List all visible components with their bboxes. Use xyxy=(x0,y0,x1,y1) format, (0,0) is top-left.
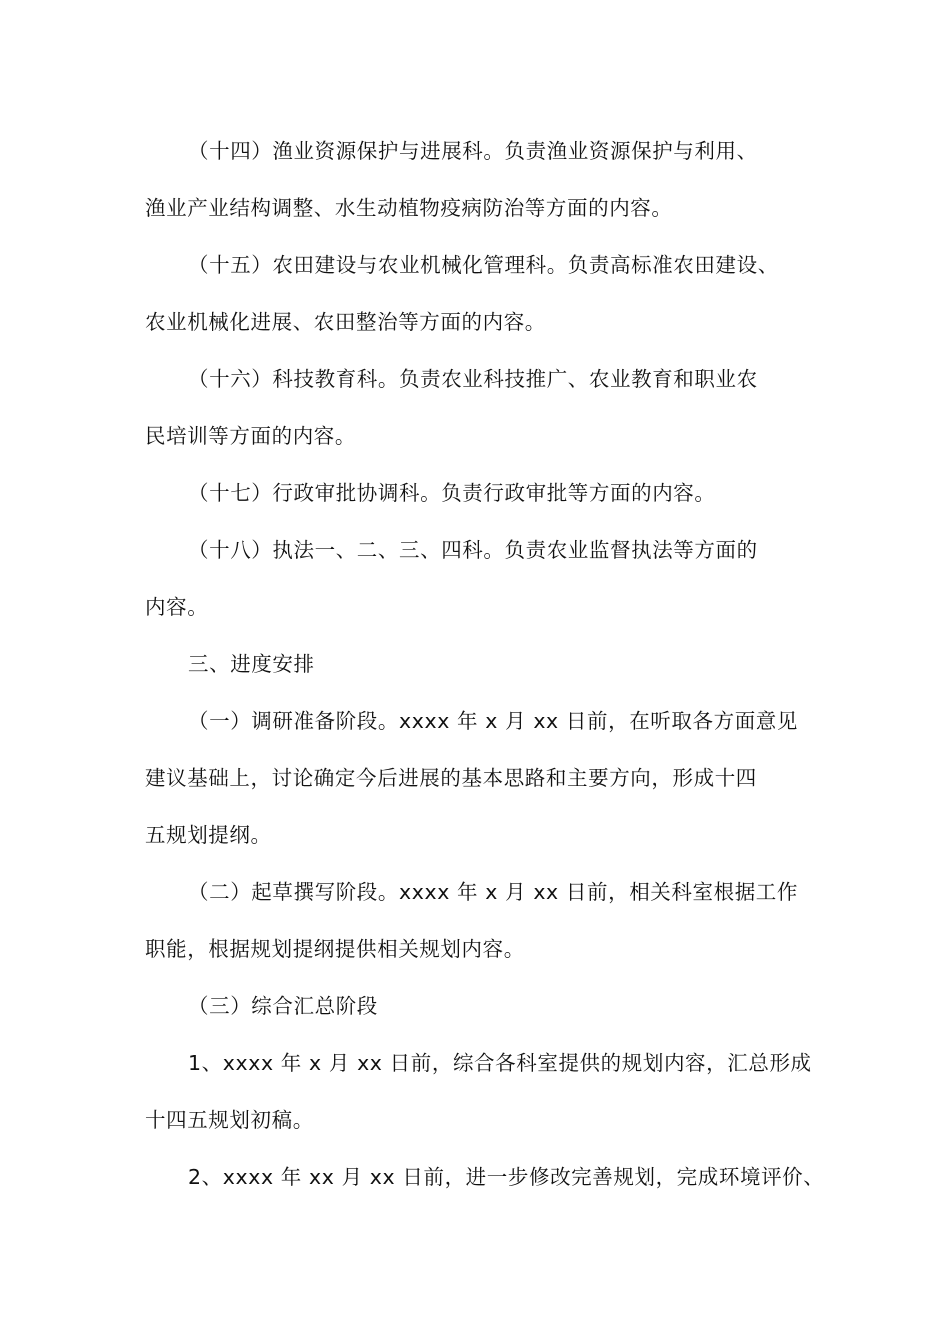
paragraph-line: 1、xxxx 年 x 月 xx 日前，综合各科室提供的规划内容，汇总形成 xyxy=(188,1051,812,1075)
paragraph-line: 农业机械化进展、农田整治等方面的内容。 xyxy=(145,310,546,334)
paragraph-line: 建议基础上，讨论确定今后进展的基本思路和主要方向，形成十四 xyxy=(145,766,757,790)
paragraph-line: （十五）农田建设与农业机械化管理科。负责高标准农田建设、 xyxy=(188,253,779,277)
paragraph-line: （一）调研准备阶段。xxxx 年 x 月 xx 日前，在听取各方面意见 xyxy=(188,709,799,733)
paragraph-line: 职能，根据规划提纲提供相关规划内容。 xyxy=(145,937,525,961)
subsection-heading: （三）综合汇总阶段 xyxy=(188,994,378,1018)
section-heading: 三、进度安排 xyxy=(188,652,315,676)
paragraph-line: 民培训等方面的内容。 xyxy=(145,424,356,448)
paragraph-line: 五规划提纲。 xyxy=(145,823,272,847)
paragraph-line: （十七）行政审批协调科。负责行政审批等方面的内容。 xyxy=(188,481,716,505)
paragraph-line: （十八）执法一、二、三、四科。负责农业监督执法等方面的 xyxy=(188,538,758,562)
paragraph-line: 2、xxxx 年 xx 月 xx 日前，进一步修改完善规划，完成环境评价、 xyxy=(188,1165,825,1189)
paragraph-line: 内容。 xyxy=(145,595,209,619)
paragraph-line: （二）起草撰写阶段。xxxx 年 x 月 xx 日前，相关科室根据工作 xyxy=(188,880,799,904)
paragraph-line: 渔业产业结构调整、水生动植物疫病防治等方面的内容。 xyxy=(145,196,673,220)
paragraph-line: （十四）渔业资源保护与进展科。负责渔业资源保护与利用、 xyxy=(188,139,758,163)
paragraph-line: 十四五规划初稿。 xyxy=(145,1108,314,1132)
paragraph-line: （十六）科技教育科。负责农业科技推广、农业教育和职业农 xyxy=(188,367,758,391)
